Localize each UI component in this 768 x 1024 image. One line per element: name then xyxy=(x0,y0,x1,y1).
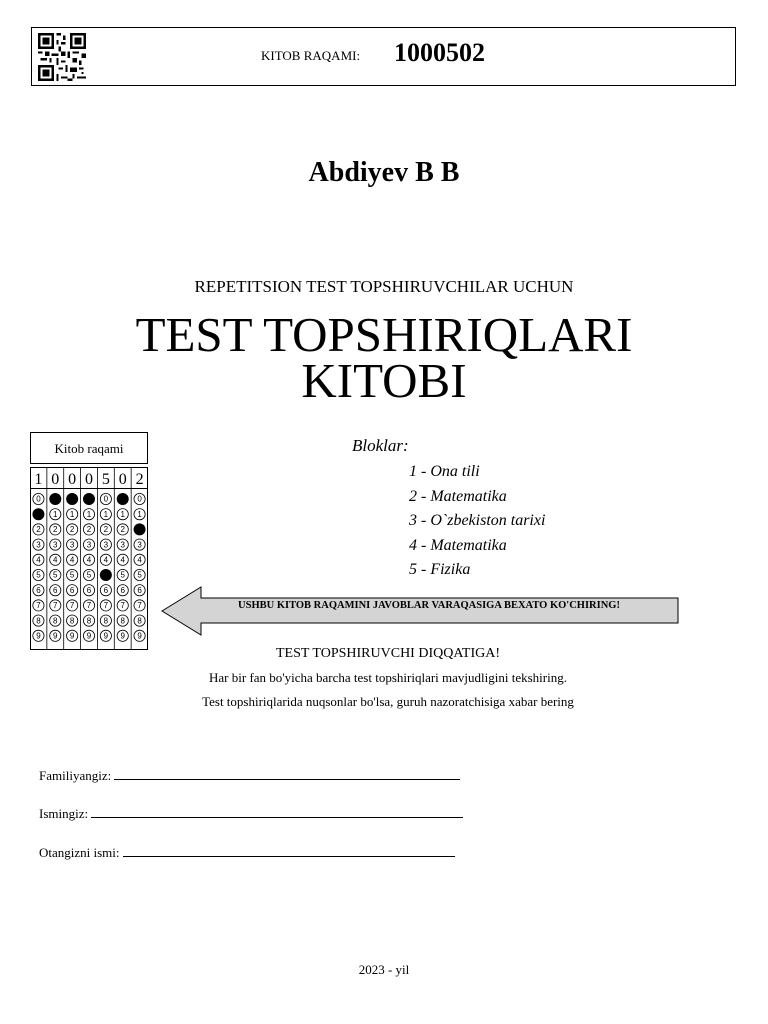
bubble-digit: 2 xyxy=(69,525,75,535)
blocks-list xyxy=(409,460,545,583)
bubble-digit: 9 xyxy=(103,631,109,641)
name-line[interactable] xyxy=(91,805,463,818)
bubble-digit: 1 xyxy=(103,509,109,519)
block-item: 3 - O`zbekiston tarixi xyxy=(409,512,546,530)
bubble-digit: 0 xyxy=(36,494,41,504)
bubble-digit: 5 xyxy=(53,570,58,580)
bubble-digit: 4 xyxy=(103,555,109,565)
bubble-digit: 8 xyxy=(36,616,41,626)
book-number-grid xyxy=(30,432,148,651)
bubble-digit: 7 xyxy=(69,601,75,611)
student-name: Abdiyev B B xyxy=(308,157,460,188)
block-item: 1 - Ona tili xyxy=(409,463,480,480)
bubble-digit: 8 xyxy=(137,616,142,626)
header-box xyxy=(31,27,736,86)
bubble-digit: 6 xyxy=(69,585,75,595)
bubble-digit: 0 xyxy=(103,494,109,504)
bubble-digit: 4 xyxy=(137,555,142,565)
filled-bubble xyxy=(100,569,111,580)
filled-bubble xyxy=(33,509,44,520)
filled-bubble xyxy=(50,493,61,504)
bubble-digit: 3 xyxy=(36,540,41,550)
bubble-digit: 3 xyxy=(69,540,75,550)
bubble-digit: 5 xyxy=(36,570,41,580)
bubble-digit: 4 xyxy=(36,555,41,565)
bubble-digit: 3 xyxy=(86,540,92,550)
bubble-digit: 2 xyxy=(36,525,41,535)
grid-label: Kitob raqami xyxy=(54,441,124,456)
grid-digit: 0 xyxy=(68,471,77,488)
bubble-digit: 6 xyxy=(53,585,58,595)
bubble-digit: 8 xyxy=(53,616,58,626)
book-number-label: KITOB RAQAMI: xyxy=(261,48,361,63)
bubble-digit: 8 xyxy=(103,616,109,626)
bubble-digit: 4 xyxy=(69,555,75,565)
filled-bubble xyxy=(67,493,78,504)
title-line-2: KITOBI xyxy=(301,353,467,408)
bubble-digit: 1 xyxy=(137,509,142,519)
bubble-digit: 0 xyxy=(137,494,142,504)
filled-bubble xyxy=(134,524,145,535)
block-item: 5 - Fizika xyxy=(409,561,471,579)
year: 2023 - yil xyxy=(358,962,410,977)
bubble-digit: 3 xyxy=(120,540,125,550)
grid-digit: 0 xyxy=(85,471,93,488)
bubble-digit: 8 xyxy=(69,616,75,626)
bubble-digit: 7 xyxy=(36,601,41,611)
block-item: 2 - Matematika xyxy=(409,487,507,505)
surname-field[interactable] xyxy=(39,767,460,784)
block-item: 4 - Matematika xyxy=(409,536,507,554)
bubble-digit: 1 xyxy=(120,509,125,519)
bubble-digit: 3 xyxy=(103,540,109,550)
filled-bubble xyxy=(117,493,128,504)
bubble-digit: 9 xyxy=(53,631,58,641)
book-number: 1000502 xyxy=(394,38,485,67)
blocks-title: Bloklar: xyxy=(352,436,409,455)
bubble-digit: 3 xyxy=(137,540,142,550)
bubble-digit: 6 xyxy=(137,585,142,595)
bubble-digit: 5 xyxy=(137,570,142,580)
bubble-digit: 7 xyxy=(53,601,58,611)
surname-label: Familiyangiz: xyxy=(39,768,112,783)
bubble-digit: 7 xyxy=(86,601,92,611)
grid-digit: 2 xyxy=(135,471,144,488)
bubble-digit: 9 xyxy=(120,631,125,641)
bubble-digit: 6 xyxy=(86,585,92,595)
bubble-digit: 4 xyxy=(86,555,92,565)
bubble-digit: 1 xyxy=(53,509,58,519)
bubble-digit: 6 xyxy=(36,585,41,595)
page-title xyxy=(0,307,768,408)
bubble-digit: 1 xyxy=(69,509,75,519)
subtitle: REPETITSION TEST TOPSHIRUVCHILAR UCHUN xyxy=(194,277,574,296)
patronymic-line[interactable] xyxy=(123,844,455,857)
notice-arrow xyxy=(161,586,680,636)
attention-line: Test topshiriqlarida nuqsonlar bo'lsa, guruh nazoratchisiga xabar bering xyxy=(202,694,574,709)
attention-line: Har bir fan bo'yicha barcha test topshiriqlari mavjudligini tekshiring. xyxy=(209,670,567,685)
attention-title: TEST TOPSHIRUVCHI DIQQATIGA! xyxy=(275,646,500,661)
left-arrow-icon xyxy=(161,586,680,636)
grid-digit: 1 xyxy=(34,471,43,488)
bubble-digit: 3 xyxy=(53,540,58,550)
bubble-digit: 9 xyxy=(86,631,92,641)
bubble-digit: 5 xyxy=(69,570,75,580)
bubble-digit: 7 xyxy=(120,601,125,611)
notice-text: USHBU KITOB RAQAMINI JAVOBLAR VARAQASIGA BEXATO KO'CHIRING! xyxy=(238,600,620,611)
bubble-digit: 2 xyxy=(103,525,109,535)
bubble-digit: 9 xyxy=(69,631,75,641)
bubble-digit: 4 xyxy=(53,555,58,565)
bubble-digit: 1 xyxy=(86,509,92,519)
bubble-digit: 5 xyxy=(120,570,125,580)
bubble-digit: 6 xyxy=(103,585,109,595)
bubble-digit: 2 xyxy=(120,525,125,535)
filled-bubble xyxy=(83,493,94,504)
grid-digit: 0 xyxy=(118,471,127,488)
bubble-grid xyxy=(30,432,148,651)
bubble-digit: 7 xyxy=(137,601,142,611)
bubble-digit: 8 xyxy=(86,616,92,626)
grid-digit: 0 xyxy=(51,471,60,488)
patronymic-field[interactable] xyxy=(39,844,455,861)
title-line-1: TEST TOPSHIRIQLARI xyxy=(135,307,633,362)
bubble-digit: 2 xyxy=(86,525,92,535)
bubble-digit: 6 xyxy=(120,585,125,595)
bubble-digit: 2 xyxy=(53,525,58,535)
patronymic-label: Otangizni ismi: xyxy=(39,845,120,860)
name-field[interactable] xyxy=(39,805,463,822)
bubble-digit: 4 xyxy=(120,555,125,565)
qr-code-icon xyxy=(38,33,86,81)
name-label: Ismingiz: xyxy=(39,806,89,821)
bubble-digit: 9 xyxy=(36,631,41,641)
bubble-digit: 8 xyxy=(120,616,125,626)
bubble-digit: 7 xyxy=(103,601,109,611)
bubble-digit: 5 xyxy=(86,570,92,580)
surname-line[interactable] xyxy=(114,767,460,780)
grid-digit: 5 xyxy=(101,471,110,488)
bubble-digit: 9 xyxy=(137,631,142,641)
